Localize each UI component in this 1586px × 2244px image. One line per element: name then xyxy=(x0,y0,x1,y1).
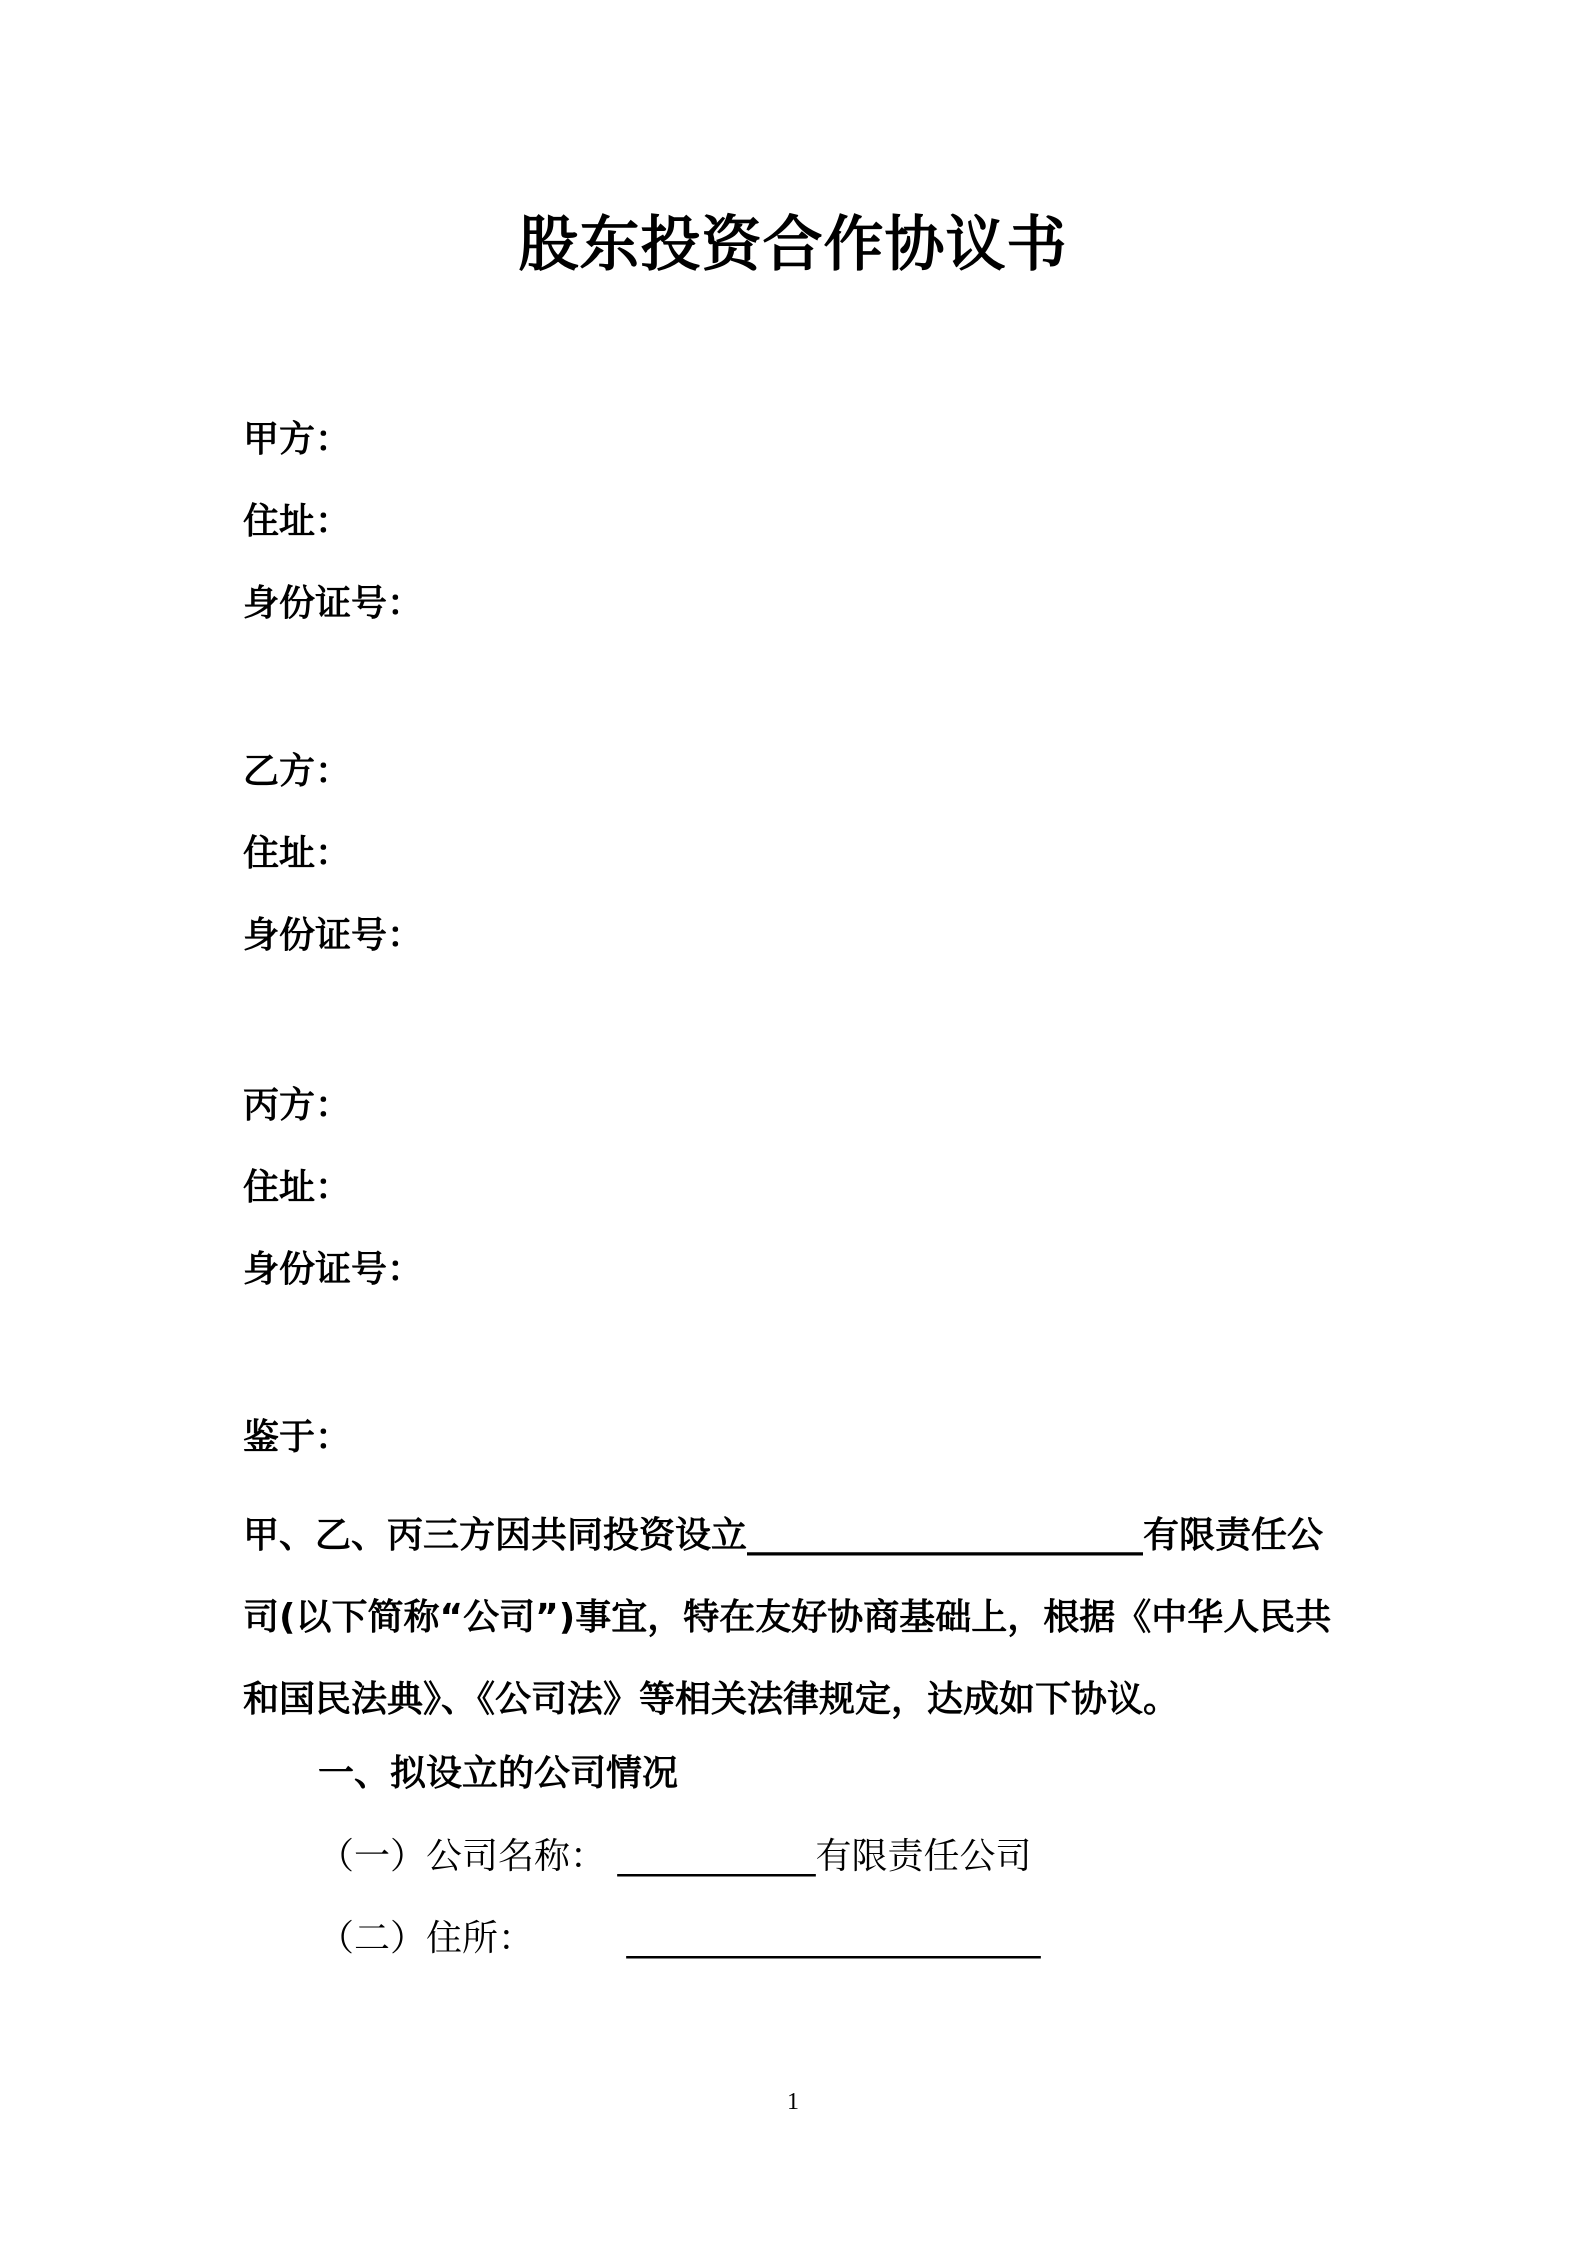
company-name-value: ___________有限责任公司 xyxy=(617,1836,1032,1877)
recital-label: 鉴于： xyxy=(243,1417,352,1458)
party-b-id-label: 身份证号： xyxy=(243,915,424,956)
address-value: _______________________ xyxy=(626,1918,1041,1959)
party-c-name-label: 丙方： xyxy=(243,1085,352,1126)
party-a-address-label: 住址： xyxy=(243,501,352,542)
recital-paragraph xyxy=(243,1495,1353,1741)
party-a-id-label: 身份证号： xyxy=(243,583,424,624)
document-title: 股东投资合作协议书 xyxy=(518,210,1068,280)
company-name-label: （一）公司名称： xyxy=(318,1836,607,1877)
party-c-address-label: 住址： xyxy=(243,1167,352,1208)
address-label: （二）住所： xyxy=(318,1918,535,1959)
party-b-address-label: 住址： xyxy=(243,833,352,874)
section-1-item-company-name xyxy=(318,1832,1031,1882)
recital-line-2: 司(以下简称“公司”)事宜，特在友好协商基础上，根据《中华人民共 xyxy=(243,1597,1332,1638)
recital-line-1: 甲、乙、丙三方因共同投资设立______________________有限责任公 xyxy=(243,1515,1324,1556)
page-number: 1 xyxy=(787,2089,799,2115)
section-1-heading: 一、拟设立的公司情况 xyxy=(318,1753,679,1794)
recital-line-3: 和国民法典》、《公司法》等相关法律规定，达成如下协议。 xyxy=(243,1679,1180,1720)
section-1-item-address xyxy=(318,1914,1040,1964)
party-b-name-label: 乙方： xyxy=(243,751,352,792)
party-a-name-label: 甲方： xyxy=(243,419,352,460)
party-c-id-label: 身份证号： xyxy=(243,1249,424,1290)
